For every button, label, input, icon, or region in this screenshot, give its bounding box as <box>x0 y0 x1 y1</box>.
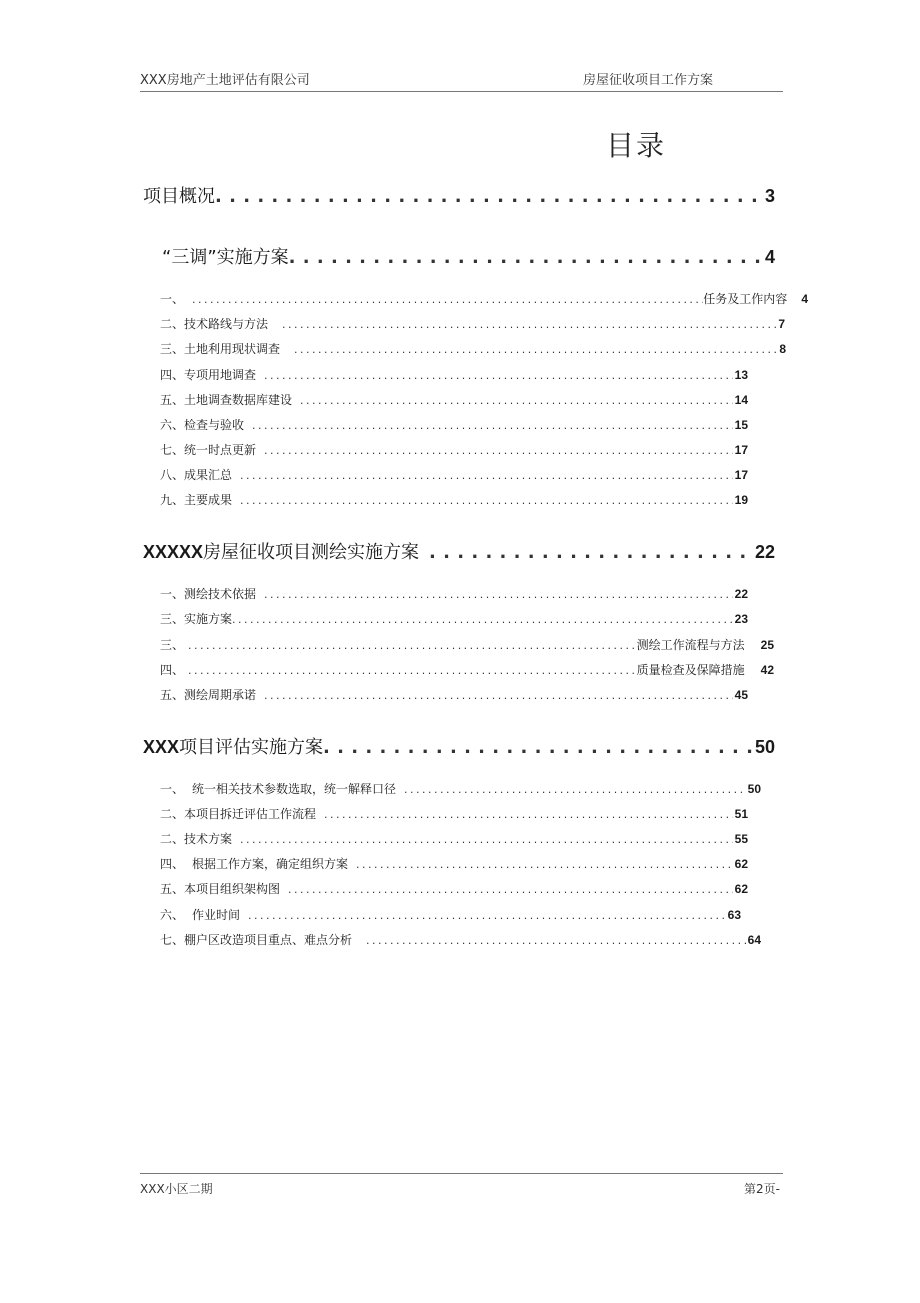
toc-leader-dots <box>215 186 765 207</box>
toc-entry-label: 统一时点更新 <box>184 443 257 457</box>
toc-page-number: 22 <box>734 587 748 601</box>
toc-leader-dots <box>289 247 765 268</box>
toc-entry[interactable] <box>160 366 748 383</box>
toc-page-number: 62 <box>734 882 748 896</box>
toc-leader-dots <box>232 613 733 626</box>
toc-entry[interactable] <box>160 466 748 483</box>
toc-entry[interactable] <box>160 780 761 797</box>
toc-leader-dots <box>240 494 733 507</box>
toc-entry[interactable] <box>160 636 774 653</box>
toc-entry-number: 一、 <box>160 782 185 796</box>
toc-leader-dots <box>366 934 746 947</box>
toc-entry-label: 质量检查及保障措施 <box>636 663 745 677</box>
toc-entry-label: 土地调查数据库建设 <box>184 393 293 407</box>
toc-leader-dots <box>282 318 776 331</box>
toc-section-survey[interactable] <box>143 538 775 564</box>
toc-entry[interactable] <box>160 340 786 357</box>
toc-leader-dots <box>324 808 733 821</box>
toc-page-number: 62 <box>734 857 748 871</box>
toc-entry-number: 五、 <box>160 688 185 702</box>
toc-entry-number: 四、 <box>160 857 185 871</box>
toc-page-number: 51 <box>734 807 748 821</box>
toc-entry-label: 主要成果 <box>184 493 233 507</box>
toc-entry[interactable] <box>160 855 748 872</box>
toc-leader-dots <box>288 883 733 896</box>
toc-entry[interactable] <box>160 931 761 948</box>
toc-page-number: 22 <box>754 542 775 562</box>
toc-entry-label: 本项目拆迁评估工作流程 <box>184 807 317 821</box>
toc-section-label: 项目概况 <box>143 186 215 207</box>
toc-entry-label: 技术方案 <box>184 832 233 846</box>
toc-page-number: 45 <box>734 688 748 702</box>
toc-entry-label: 实施方案 <box>184 612 233 626</box>
toc-leader-dots <box>240 469 733 482</box>
toc-entry-number: 六、 <box>160 908 185 922</box>
toc-entry-label: 检查与验收 <box>184 418 245 432</box>
toc-entry-label: 测绘工作流程与方法 <box>636 638 745 652</box>
toc-leader-dots <box>264 588 733 601</box>
toc-leader-dots <box>248 909 726 922</box>
toc-page-number: 7 <box>778 317 785 331</box>
toc-page-number: 8 <box>779 342 786 356</box>
toc-section-overview[interactable] <box>143 182 775 208</box>
footer-divider <box>140 1173 783 1174</box>
toc-section-label: 房屋征收项目测绘实施方案 <box>203 542 420 563</box>
toc-entry[interactable] <box>160 880 748 897</box>
toc-entry[interactable] <box>160 686 748 703</box>
toc-page-number: 4 <box>764 247 775 267</box>
toc-entry-label: 测绘技术依据 <box>184 587 257 601</box>
toc-entry-label: 成果汇总 <box>184 468 233 482</box>
toc-leader-dots <box>404 783 746 796</box>
toc-page-number: 15 <box>734 418 748 432</box>
toc-page-number: 23 <box>734 612 748 626</box>
toc-entry[interactable] <box>160 416 748 433</box>
toc-page-number: 64 <box>747 933 761 947</box>
toc-entry-label: 棚户区改造项目重点、难点分析 <box>184 933 353 947</box>
toc-entry-number: 六、 <box>160 418 185 432</box>
toc-page-number: 50 <box>754 737 775 757</box>
toc-entry[interactable] <box>160 830 748 847</box>
toc-entry-label: 测绘周期承诺 <box>184 688 257 702</box>
toc-entry-label: 专项用地调查 <box>184 368 257 382</box>
footer-project-name: XXX小区二期 <box>140 1182 213 1196</box>
toc-page-number: 13 <box>734 368 748 382</box>
toc-leader-dots <box>429 542 755 563</box>
toc-entry-number: 三、 <box>160 638 185 652</box>
toc-entry-label: 技术路线与方法 <box>184 317 269 331</box>
toc-page-number: 42 <box>760 663 774 677</box>
toc-page-number: 17 <box>734 468 748 482</box>
toc-leader-dots <box>356 858 733 871</box>
toc-entry-number: 七、 <box>160 443 185 457</box>
header-company: XXX房地产土地评估有限公司 <box>140 73 310 88</box>
toc-leader-dots <box>264 369 733 382</box>
toc-entry[interactable] <box>160 585 748 602</box>
toc-section-label: 项目评估实施方案 <box>179 737 324 758</box>
toc-entry-number: 二、 <box>160 807 185 821</box>
toc-leader-dots <box>264 689 733 702</box>
toc-entry-number: 一、 <box>160 587 185 601</box>
toc-page-number: 17 <box>734 443 748 457</box>
toc-entry-number: 四、 <box>160 663 185 677</box>
toc-entry-number: 九、 <box>160 493 185 507</box>
toc-leader-dots <box>252 419 733 432</box>
toc-page-number: 19 <box>734 493 748 507</box>
toc-page-number: 3 <box>764 186 775 206</box>
toc-section-prefix: XXXXX <box>143 542 204 562</box>
toc-page-number: 50 <box>747 782 761 796</box>
toc-entry-label: 根据工作方案，确定组织方案 <box>192 857 349 871</box>
toc-section-label: “三调”实施方案 <box>162 247 289 268</box>
toc-entry[interactable] <box>160 491 748 508</box>
toc-page-number: 63 <box>727 908 741 922</box>
toc-leader-dots <box>188 664 637 677</box>
toc-entry[interactable] <box>160 610 748 627</box>
toc-section-sandiao[interactable] <box>162 243 775 269</box>
toc-leader-dots <box>323 737 755 758</box>
toc-entry[interactable] <box>160 906 741 923</box>
header-doc-title: 房屋征收项目工作方案 <box>583 73 714 88</box>
toc-entry[interactable] <box>160 805 748 822</box>
footer-page-number: 第2页- <box>744 1182 780 1196</box>
toc-entry[interactable] <box>160 441 748 458</box>
toc-entry-number: 一、 <box>160 292 185 306</box>
toc-entry-label: 本项目组织架构图 <box>184 882 281 896</box>
toc-page-number: 55 <box>734 832 748 846</box>
toc-entry-number: 八、 <box>160 468 185 482</box>
toc-entry[interactable] <box>160 661 774 678</box>
toc-page-number: 25 <box>760 638 774 652</box>
toc-entry-number: 五、 <box>160 882 185 896</box>
toc-leader-dots <box>264 444 733 457</box>
toc-entry[interactable] <box>160 290 808 307</box>
toc-leader-dots <box>240 833 733 846</box>
toc-entry-number: 三、 <box>160 612 185 626</box>
toc-title: 目录 <box>606 129 667 162</box>
toc-entry[interactable] <box>160 315 785 332</box>
toc-entry-label: 土地利用现状调查 <box>184 342 281 356</box>
toc-entry-number: 四、 <box>160 368 185 382</box>
toc-leader-dots <box>192 293 703 306</box>
toc-entry-label: 任务及工作内容 <box>703 292 788 306</box>
toc-leader-dots <box>294 343 777 356</box>
toc-entry[interactable] <box>160 391 748 408</box>
toc-section-prefix: XXX <box>143 737 180 757</box>
toc-page-number: 4 <box>801 292 808 306</box>
toc-entry-label: 统一相关技术参数选取，统一解释口径 <box>192 782 397 796</box>
toc-leader-dots <box>188 639 637 652</box>
toc-entry-number: 五、 <box>160 393 185 407</box>
toc-entry-number: 二、 <box>160 317 185 331</box>
toc-leader-dots <box>300 394 733 407</box>
toc-entry-number: 二、 <box>160 832 185 846</box>
header-divider <box>140 91 783 92</box>
toc-page-number: 14 <box>734 393 748 407</box>
toc-entry-number: 三、 <box>160 342 185 356</box>
toc-entry-label: 作业时间 <box>192 908 241 922</box>
toc-section-evaluation[interactable] <box>143 733 775 759</box>
toc-entry-number: 七、 <box>160 933 185 947</box>
